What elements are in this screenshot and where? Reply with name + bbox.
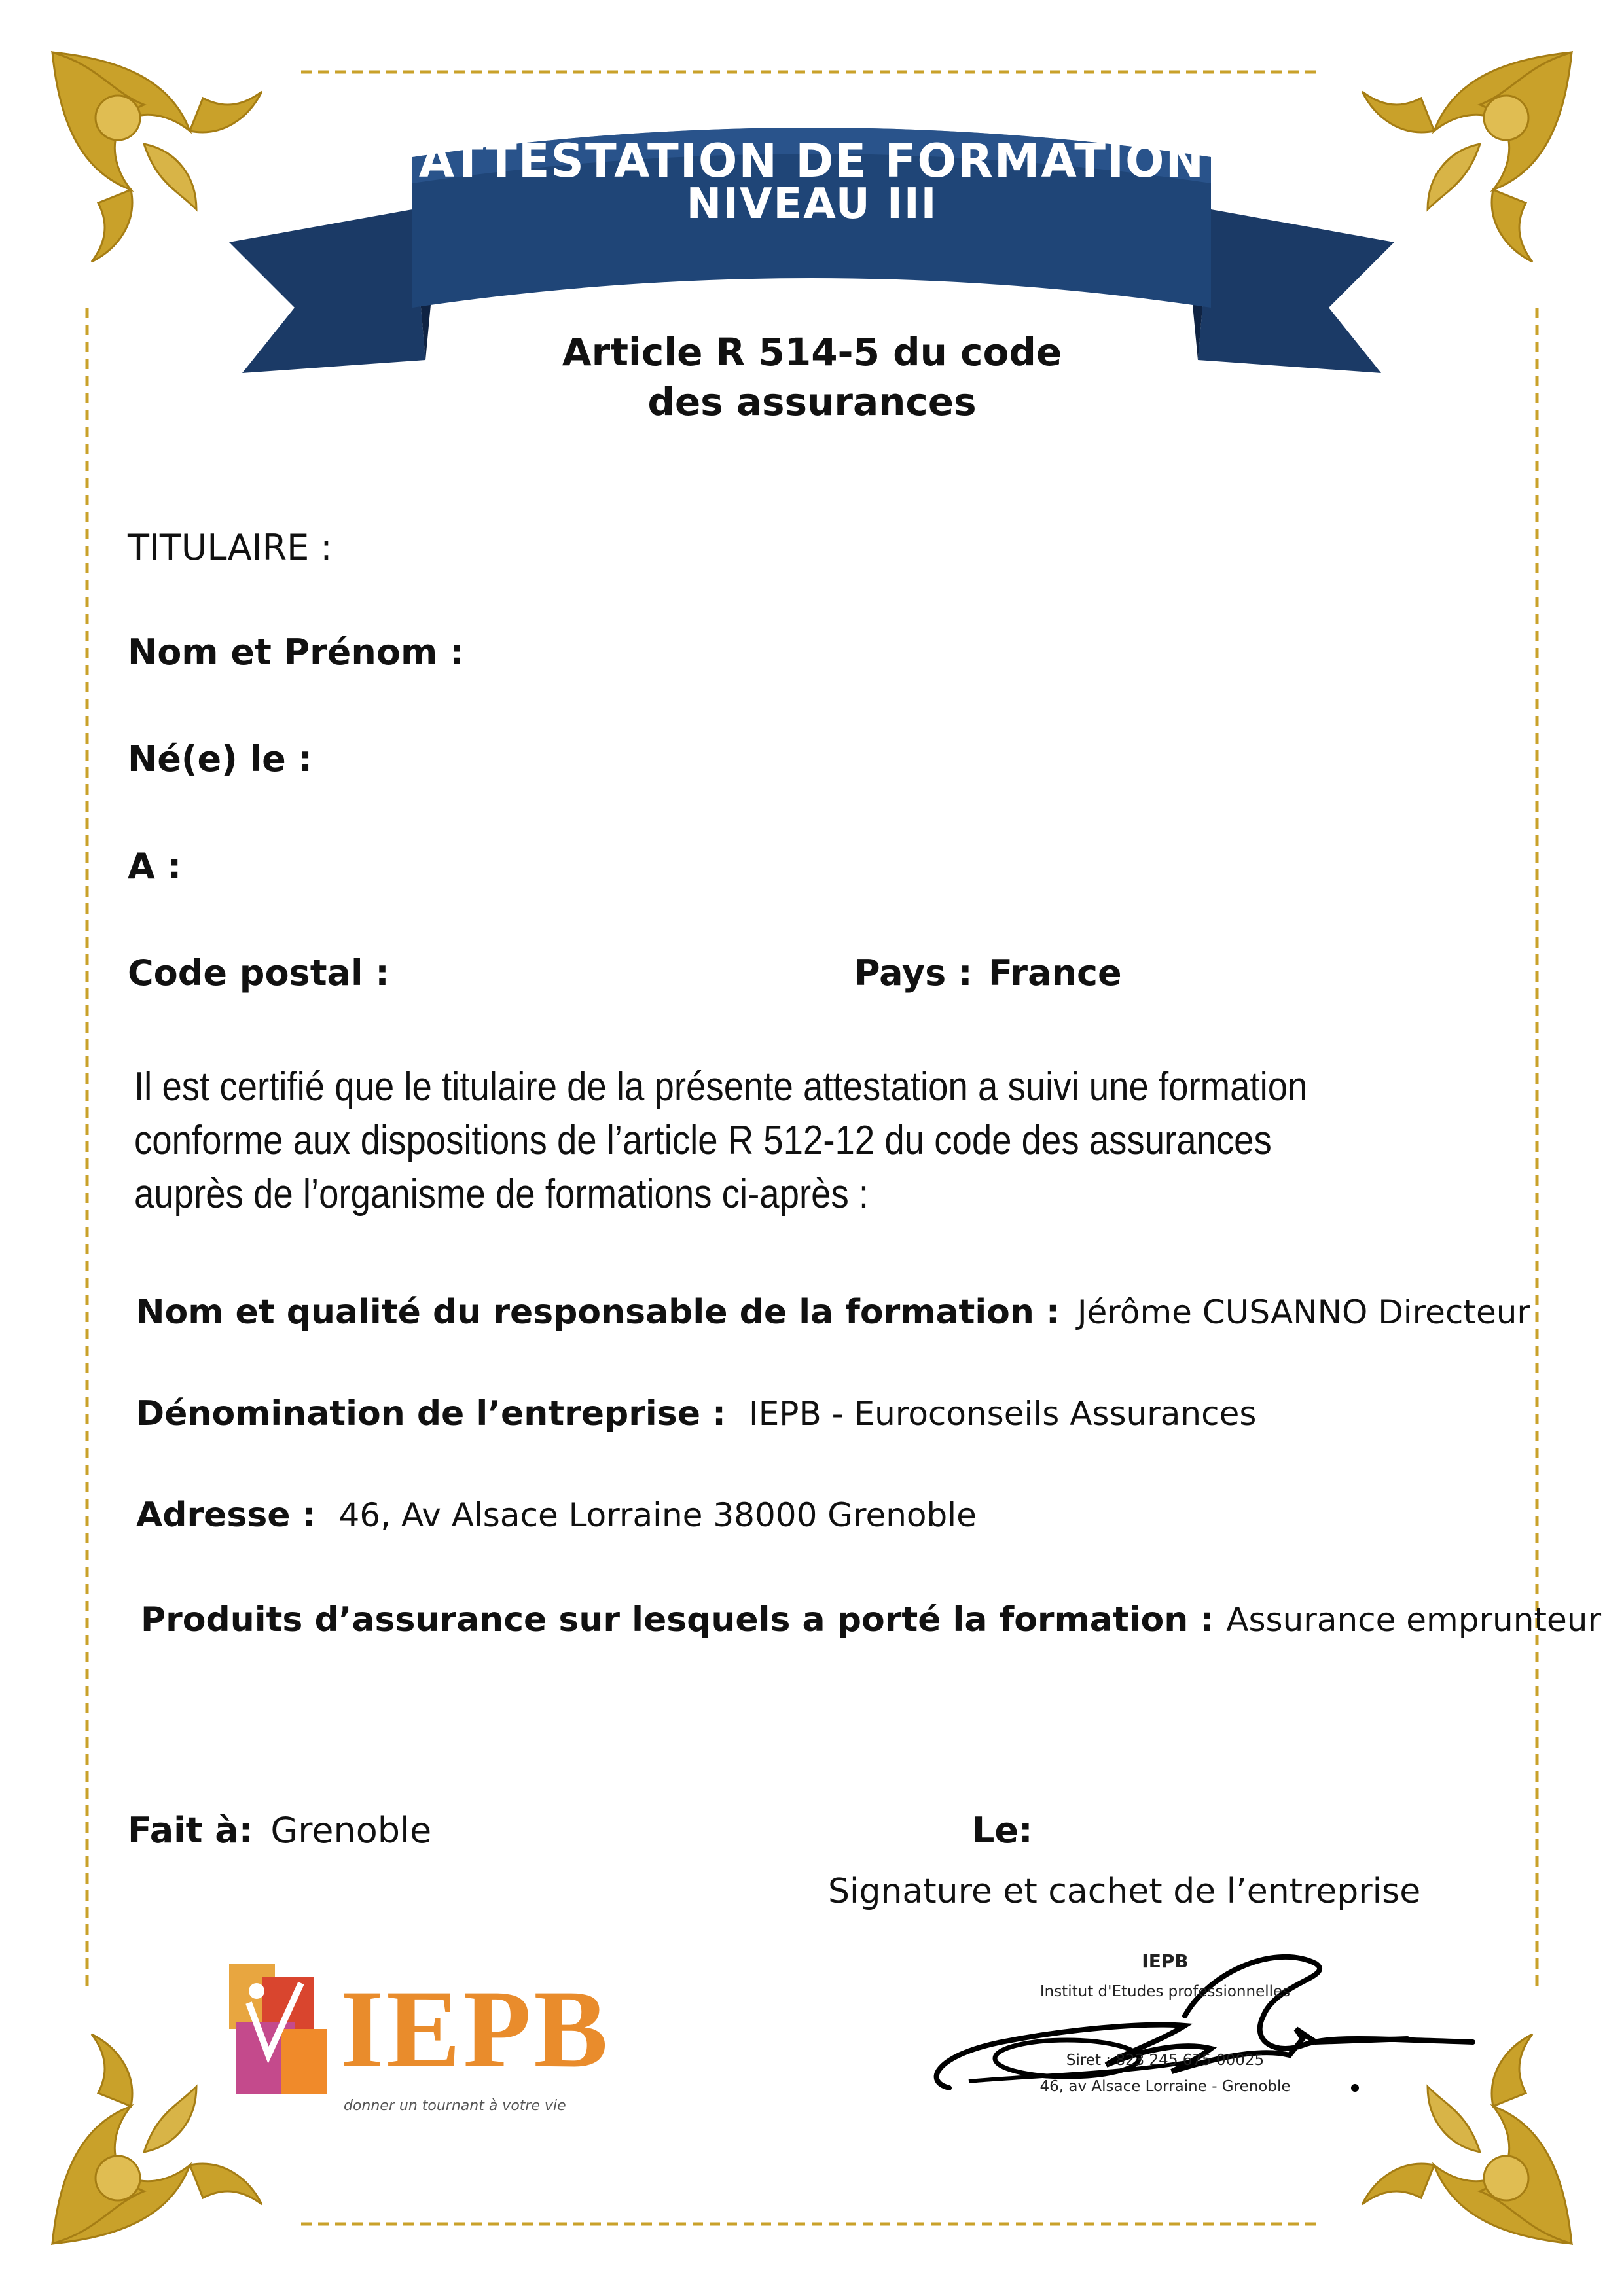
company-row: [136, 1394, 1256, 1433]
address-value: 46, Av Alsace Lorraine 38000 Grenoble: [338, 1496, 977, 1534]
country-label: Pays :: [854, 952, 973, 994]
subtitle-line2: des assurances: [647, 380, 977, 424]
certification-paragraph: [134, 1060, 1373, 1221]
responsible-value: Jérôme CUSANNO Directeur: [1077, 1293, 1530, 1331]
address-label: Adresse :: [136, 1496, 316, 1535]
logo-tagline: donner un tournant à votre vie: [344, 2098, 566, 2114]
certificate-title-line1: ATTESTATION DE FORMATION: [418, 134, 1206, 188]
company-value: IEPB - Euroconseils Assurances: [748, 1395, 1257, 1433]
products-value: Assurance emprunteur: [1226, 1601, 1602, 1639]
made-at-label: Fait à:: [128, 1810, 253, 1851]
subtitle-line1: Article R 514-5 du code: [562, 330, 1062, 374]
company-label: Dénomination de l’entreprise :: [136, 1394, 726, 1433]
made-at-row: [128, 1810, 431, 1851]
responsible-label: Nom et qualité du responsable de la formation :: [136, 1293, 1060, 1332]
stamp-line-3: Siret : 823 245 675 00025: [1066, 2052, 1265, 2069]
birth-place-label: A :: [128, 846, 182, 887]
products-row: [141, 1600, 1601, 1640]
iepb-logo: [223, 1957, 611, 2127]
certification-line: conforme aux dispositions de l’article R 512-12 du code des assurances: [134, 1118, 1272, 1163]
country-value: France: [988, 952, 1122, 994]
signature-label: Signature et cachet de l’entreprise: [828, 1872, 1421, 1911]
certification-line: auprès de l’organisme de formations ci-après :: [134, 1172, 869, 1217]
stamp-line-2: Institut d'Etudes professionnelles: [1039, 1983, 1291, 2000]
name-label: Nom et Prénom :: [128, 632, 464, 673]
address-row: [136, 1496, 977, 1535]
stamp-line-1: IEPB: [1142, 1950, 1189, 1972]
date-label: Le:: [972, 1810, 1033, 1851]
certification-line: Il est certifié que le titulaire de la présente attestation a suivi une formation: [134, 1064, 1308, 1109]
made-at-value: Grenoble: [270, 1810, 432, 1851]
birth-date-label: Né(e) le :: [128, 738, 313, 780]
products-label: Produits d’assurance sur lesquels a porté la formation :: [141, 1600, 1214, 1640]
holder-section-label: TITULAIRE :: [128, 527, 333, 568]
postal-code-label: Code postal :: [128, 952, 389, 994]
certificate-title-line2: NIVEAU III: [686, 180, 938, 228]
logo-text: IEPB: [340, 1967, 611, 2090]
stamp-line-4: 46, av Alsace Lorraine - Grenoble: [1039, 2078, 1291, 2095]
responsible-row: [136, 1293, 1530, 1332]
